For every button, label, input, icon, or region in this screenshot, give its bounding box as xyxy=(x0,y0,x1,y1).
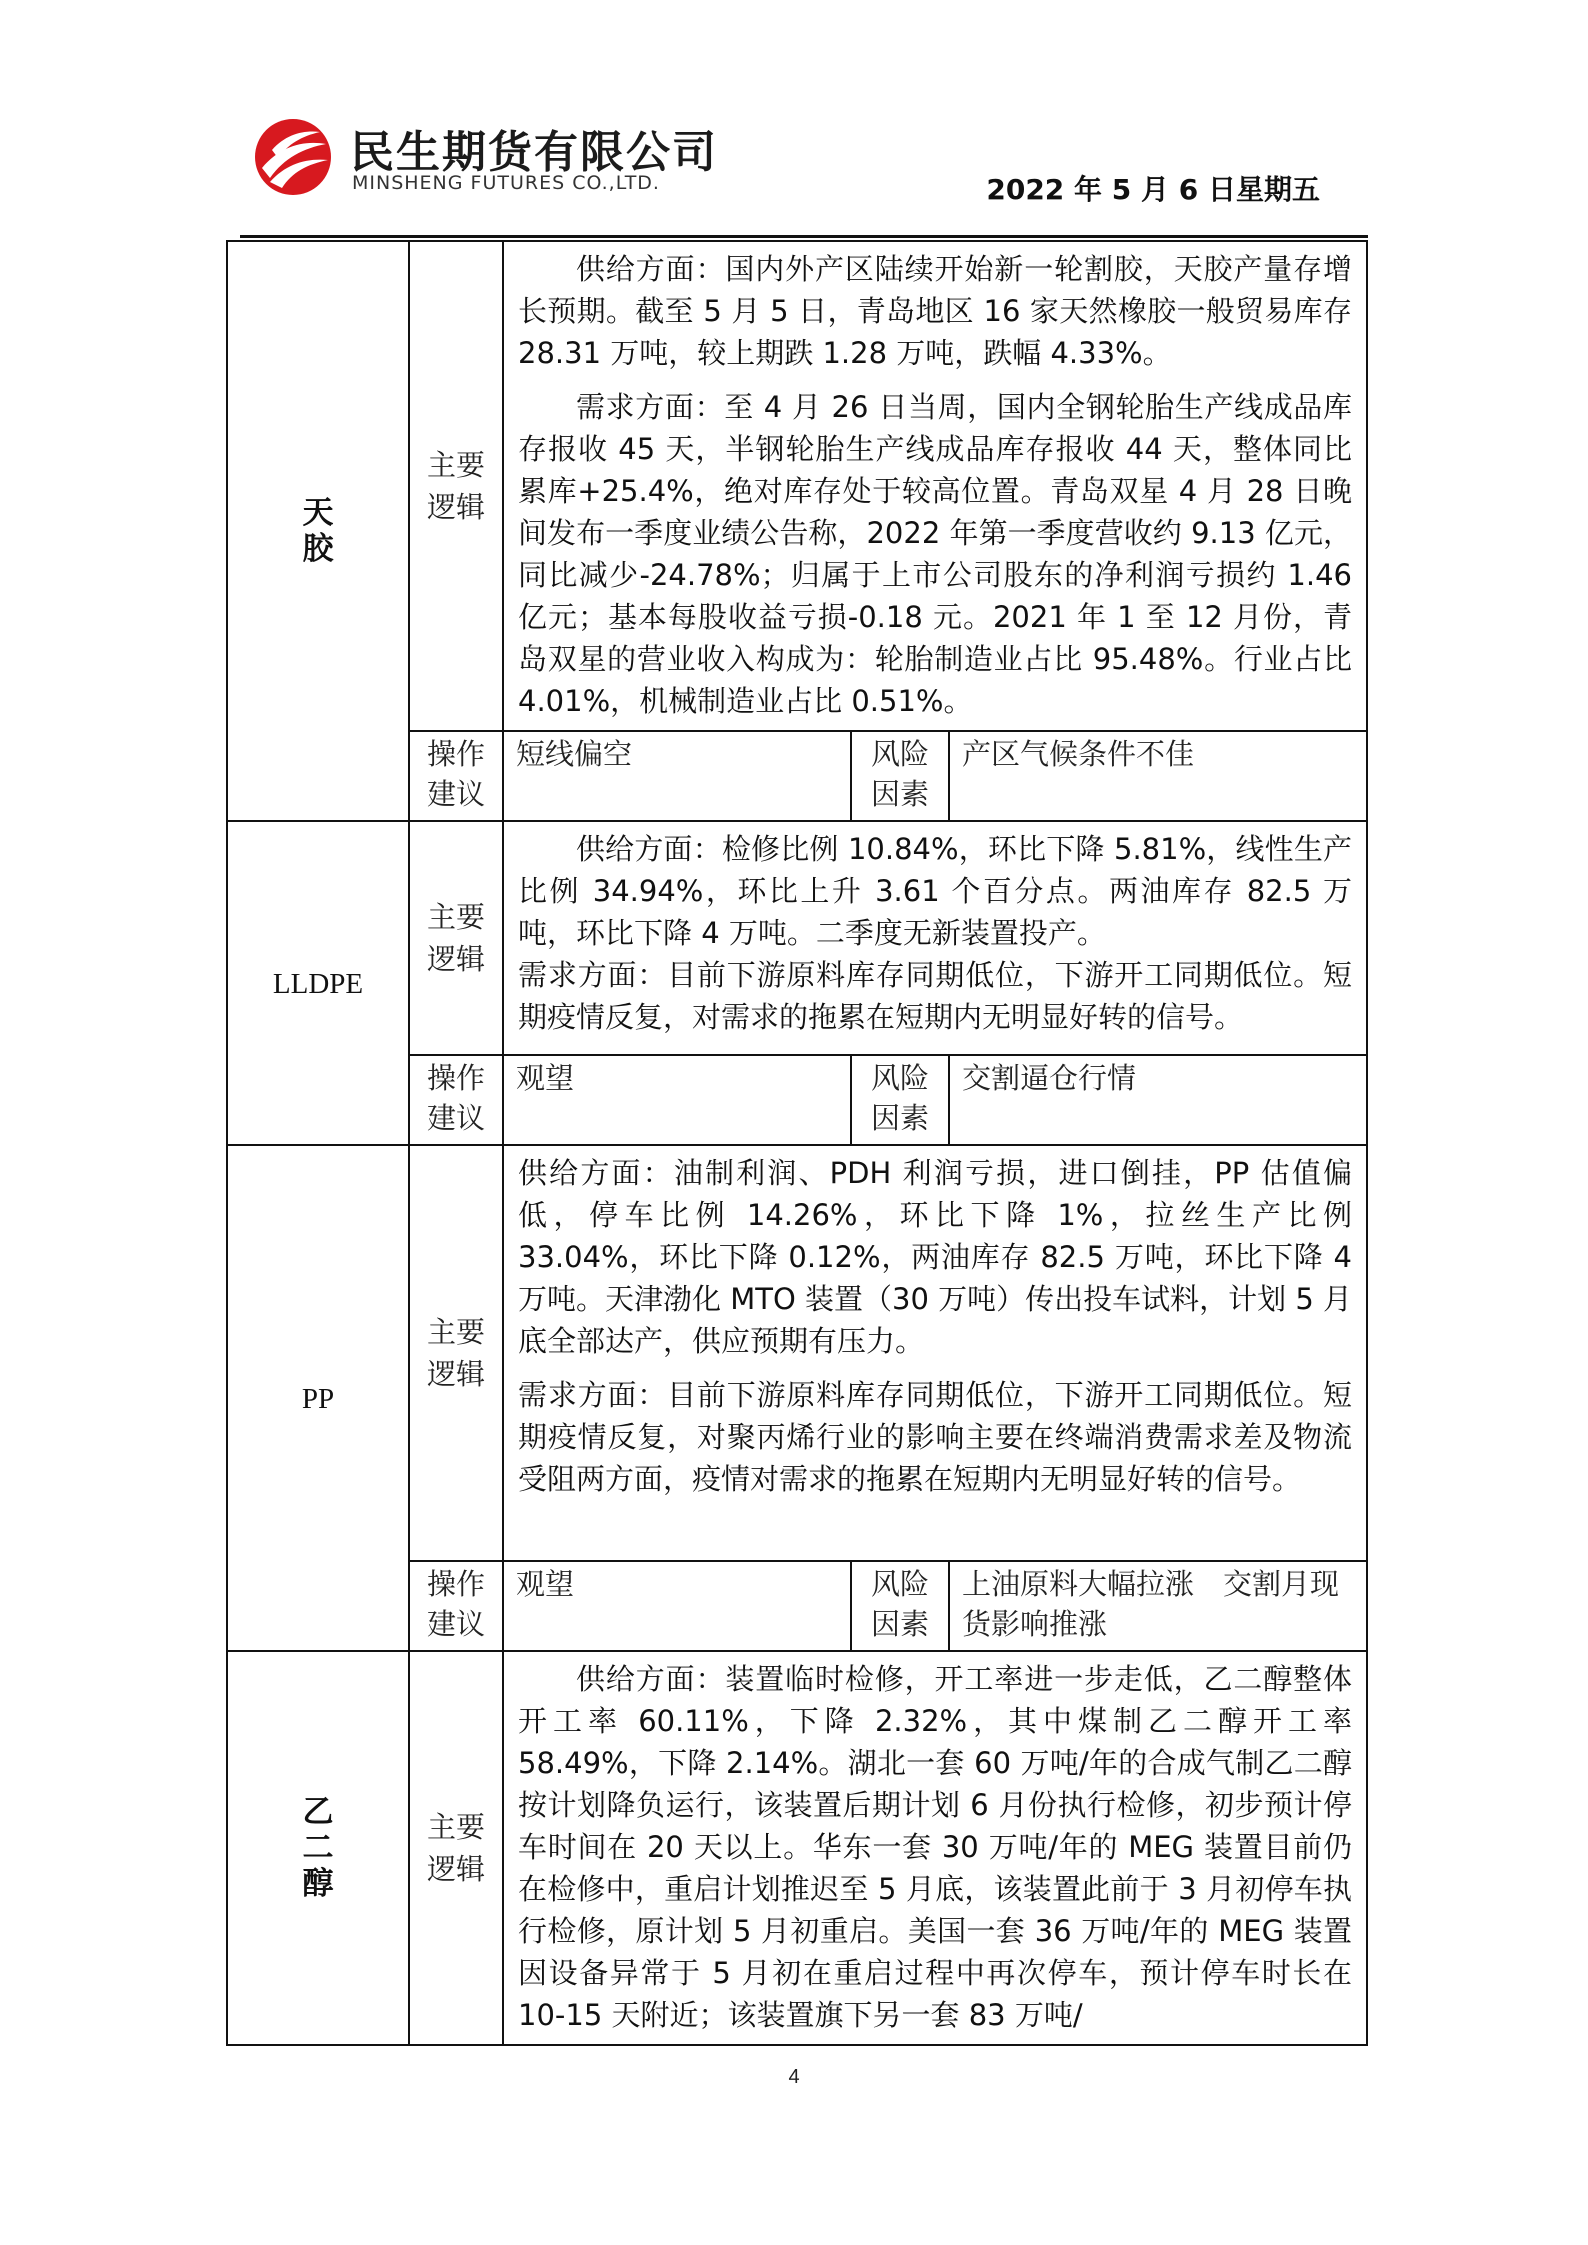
table-row xyxy=(227,241,1367,731)
product-name: LLDPE xyxy=(272,967,364,1000)
minsheng-logo-icon xyxy=(252,116,334,198)
supply-paragraph: 供给方面：装置临时检修，开工率进一步走低，乙二醇整体开工率 60.11%，下降 2.32%，其中煤制乙二醇开工率 58.49%，下降 2.14%。湖北一套 60 万吨/年的合成气制乙二醇按计划降负运行，该装置后期计划 6 月份执行检修，初步预计停车时间在 20 天以上。华东一套 30 万吨/年的 MEG 装置目前仍在检修中，重启计划推迟至 5 月底，该装置此前于 3 月初停车执行检修，原计划 5 月初重启。美国一套 36 万吨/年的 MEG 装置因设备异常于 5 月初在重启过程中再次停车，预计停车时长在 10-15 天附近；该装置旗下另一套 83 万吨/ xyxy=(518,1662,1352,2032)
risk-value: 产区气候条件不佳 xyxy=(949,731,1367,821)
product-name: 天胶 xyxy=(302,495,334,567)
product-cell xyxy=(227,1145,409,1651)
logic-label: 主要逻辑 xyxy=(409,1145,503,1561)
logic-text xyxy=(503,1145,1367,1561)
demand-paragraph: 需求方面：目前下游原料库存同期低位，下游开工同期低位。短期疫情反复，对聚丙烯行业的影响主要在终端消费需求差及物流受阻两方面，疫情对需求的拖累在短期内无明显好转的信号。 xyxy=(518,1378,1352,1496)
logic-text xyxy=(503,241,1367,731)
demand-paragraph: 需求方面：至 4 月 26 日当周，国内全钢轮胎生产线成品库存报收 45 天，半钢轮胎生产线成品库存报收 44 天，整体同比累库+25.4%，绝对库存处于较高位置。青岛双星 4 月 28 日晚间发布一季度业绩公告称，2022 年第一季度营收约 9.13 亿元，同比减少-24.78%；归属于上市公司股东的净利润亏损约 1.46 亿元；基本每股收益亏损-0.18 元。2021 年 1 至 12 月份，青岛双星的营业收入构成为：轮胎制造业占比 95.48%。行业占比 4.01%，机械制造业占比 0.51%。 xyxy=(518,390,1352,718)
risk-label: 风险因素 xyxy=(851,731,949,821)
product-cell xyxy=(227,1651,409,2045)
table-row xyxy=(227,1145,1367,1561)
risk-value: 上油原料大幅拉涨 交割月现货影响推涨 xyxy=(949,1561,1367,1651)
operation-value: 观望 xyxy=(503,1055,851,1145)
company-name-cn: 民生期货有限公司 xyxy=(350,127,718,178)
product-cell xyxy=(227,241,409,821)
supply-paragraph: 供给方面：国内外产区陆续开始新一轮割胶，天胶产量存增长预期。截至 5 月 5 日，青岛地区 16 家天然橡胶一般贸易库存 28.31 万吨，较上期跌 1.28 万吨，跌幅 4.33%。 xyxy=(518,252,1352,370)
operation-label: 操作建议 xyxy=(409,1561,503,1651)
supply-paragraph: 供给方面：检修比例 10.84%，环比下降 5.81%，线性生产比例 34.94%，环比上升 3.61 个百分点。两油库存 82.5 万吨，环比下降 4 万吨。二季度无新装置投产。 xyxy=(518,832,1352,950)
page-header xyxy=(240,112,1320,222)
operation-label: 操作建议 xyxy=(409,1055,503,1145)
risk-value: 交割逼仓行情 xyxy=(949,1055,1367,1145)
table-row xyxy=(227,821,1367,1055)
logic-label: 主要逻辑 xyxy=(409,1651,503,2045)
risk-label: 风险因素 xyxy=(851,1561,949,1651)
supply-paragraph: 供给方面：油制利润、PDH 利润亏损，进口倒挂，PP 估值偏低，停车比例 14.26%，环比下降 1%，拉丝生产比例 33.04%，环比下降 0.12%，两油库存 82.5 万吨，环比下降 4 万吨。天津渤化 MTO 装置（30 万吨）传出投车试料，计划 5 月底全部达产，供应预期有压力。 xyxy=(518,1156,1353,1358)
table-row xyxy=(227,1651,1367,2045)
demand-paragraph: 需求方面：目前下游原料库存同期低位，下游开工同期低位。短期疫情反复，对需求的拖累在短期内无明显好转的信号。 xyxy=(518,958,1352,1034)
product-name: 乙二醇 xyxy=(302,1794,334,1902)
logic-label: 主要逻辑 xyxy=(409,241,503,731)
operation-value: 观望 xyxy=(503,1561,851,1651)
page-number: 4 xyxy=(788,2066,800,2088)
operation-value: 短线偏空 xyxy=(503,731,851,821)
risk-label: 风险因素 xyxy=(851,1055,949,1145)
logic-label: 主要逻辑 xyxy=(409,821,503,1055)
logic-text xyxy=(503,821,1367,1055)
company-name-en: MINSHENG FUTURES CO.,LTD. xyxy=(352,172,660,194)
report-date: 2022 年 5 月 6 日星期五 xyxy=(986,173,1320,206)
header-divider xyxy=(240,235,1368,238)
operation-label: 操作建议 xyxy=(409,731,503,821)
logic-text xyxy=(503,1651,1367,2045)
company-logo xyxy=(252,112,772,212)
commodity-table xyxy=(226,240,1368,2046)
product-name: PP xyxy=(301,1382,335,1415)
product-cell xyxy=(227,821,409,1145)
